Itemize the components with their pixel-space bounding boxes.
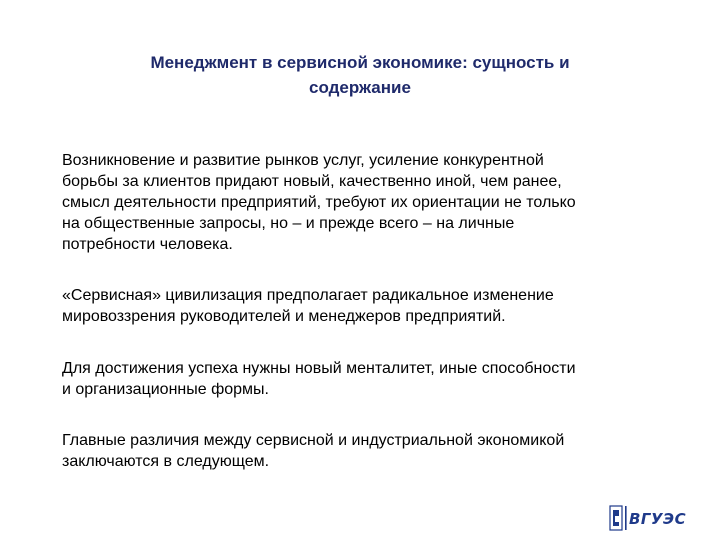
paragraph-line: Возникновение и развитие рынков услуг, усиление конкурентной: [62, 152, 544, 169]
paragraph-line: потребности человека.: [62, 236, 233, 253]
paragraph-1: [62, 150, 576, 255]
paragraph-2: [62, 285, 554, 327]
paragraph-line: на общественные запросы, но – и прежде всего – на личные: [62, 215, 515, 232]
paragraph-line: заключаются в следующем.: [62, 453, 270, 470]
paragraph-line: и организационные формы.: [62, 381, 269, 398]
paragraph-line: Для достижения успеха нужны новый менталитет, иные способности: [62, 360, 576, 377]
slide-title-line-2: содержание: [309, 78, 411, 97]
slide-title: [60, 50, 660, 100]
emblem-icon: [610, 506, 627, 530]
paragraph-4: [62, 430, 564, 472]
paragraph-line: «Сервисная» цивилизация предполагает радикальное изменение: [62, 287, 554, 304]
paragraph-line: борьбы за клиентов придают новый, качественно иной, чем ранее,: [62, 173, 562, 190]
paragraph-line: мировоззрения руководителей и менеджеров предприятий.: [62, 308, 506, 325]
paragraph-line: смысл деятельности предприятий, требуют их ориентации не только: [62, 194, 576, 211]
paragraph-line: Главные различия между сервисной и индустриальной экономикой: [62, 432, 565, 449]
logo-text: ВГУЭС: [629, 510, 687, 528]
paragraph-3: [62, 358, 576, 400]
slide-title-line-1: Менеджмент в сервисной экономике: сущность и: [150, 53, 570, 72]
university-logo: [609, 504, 689, 532]
